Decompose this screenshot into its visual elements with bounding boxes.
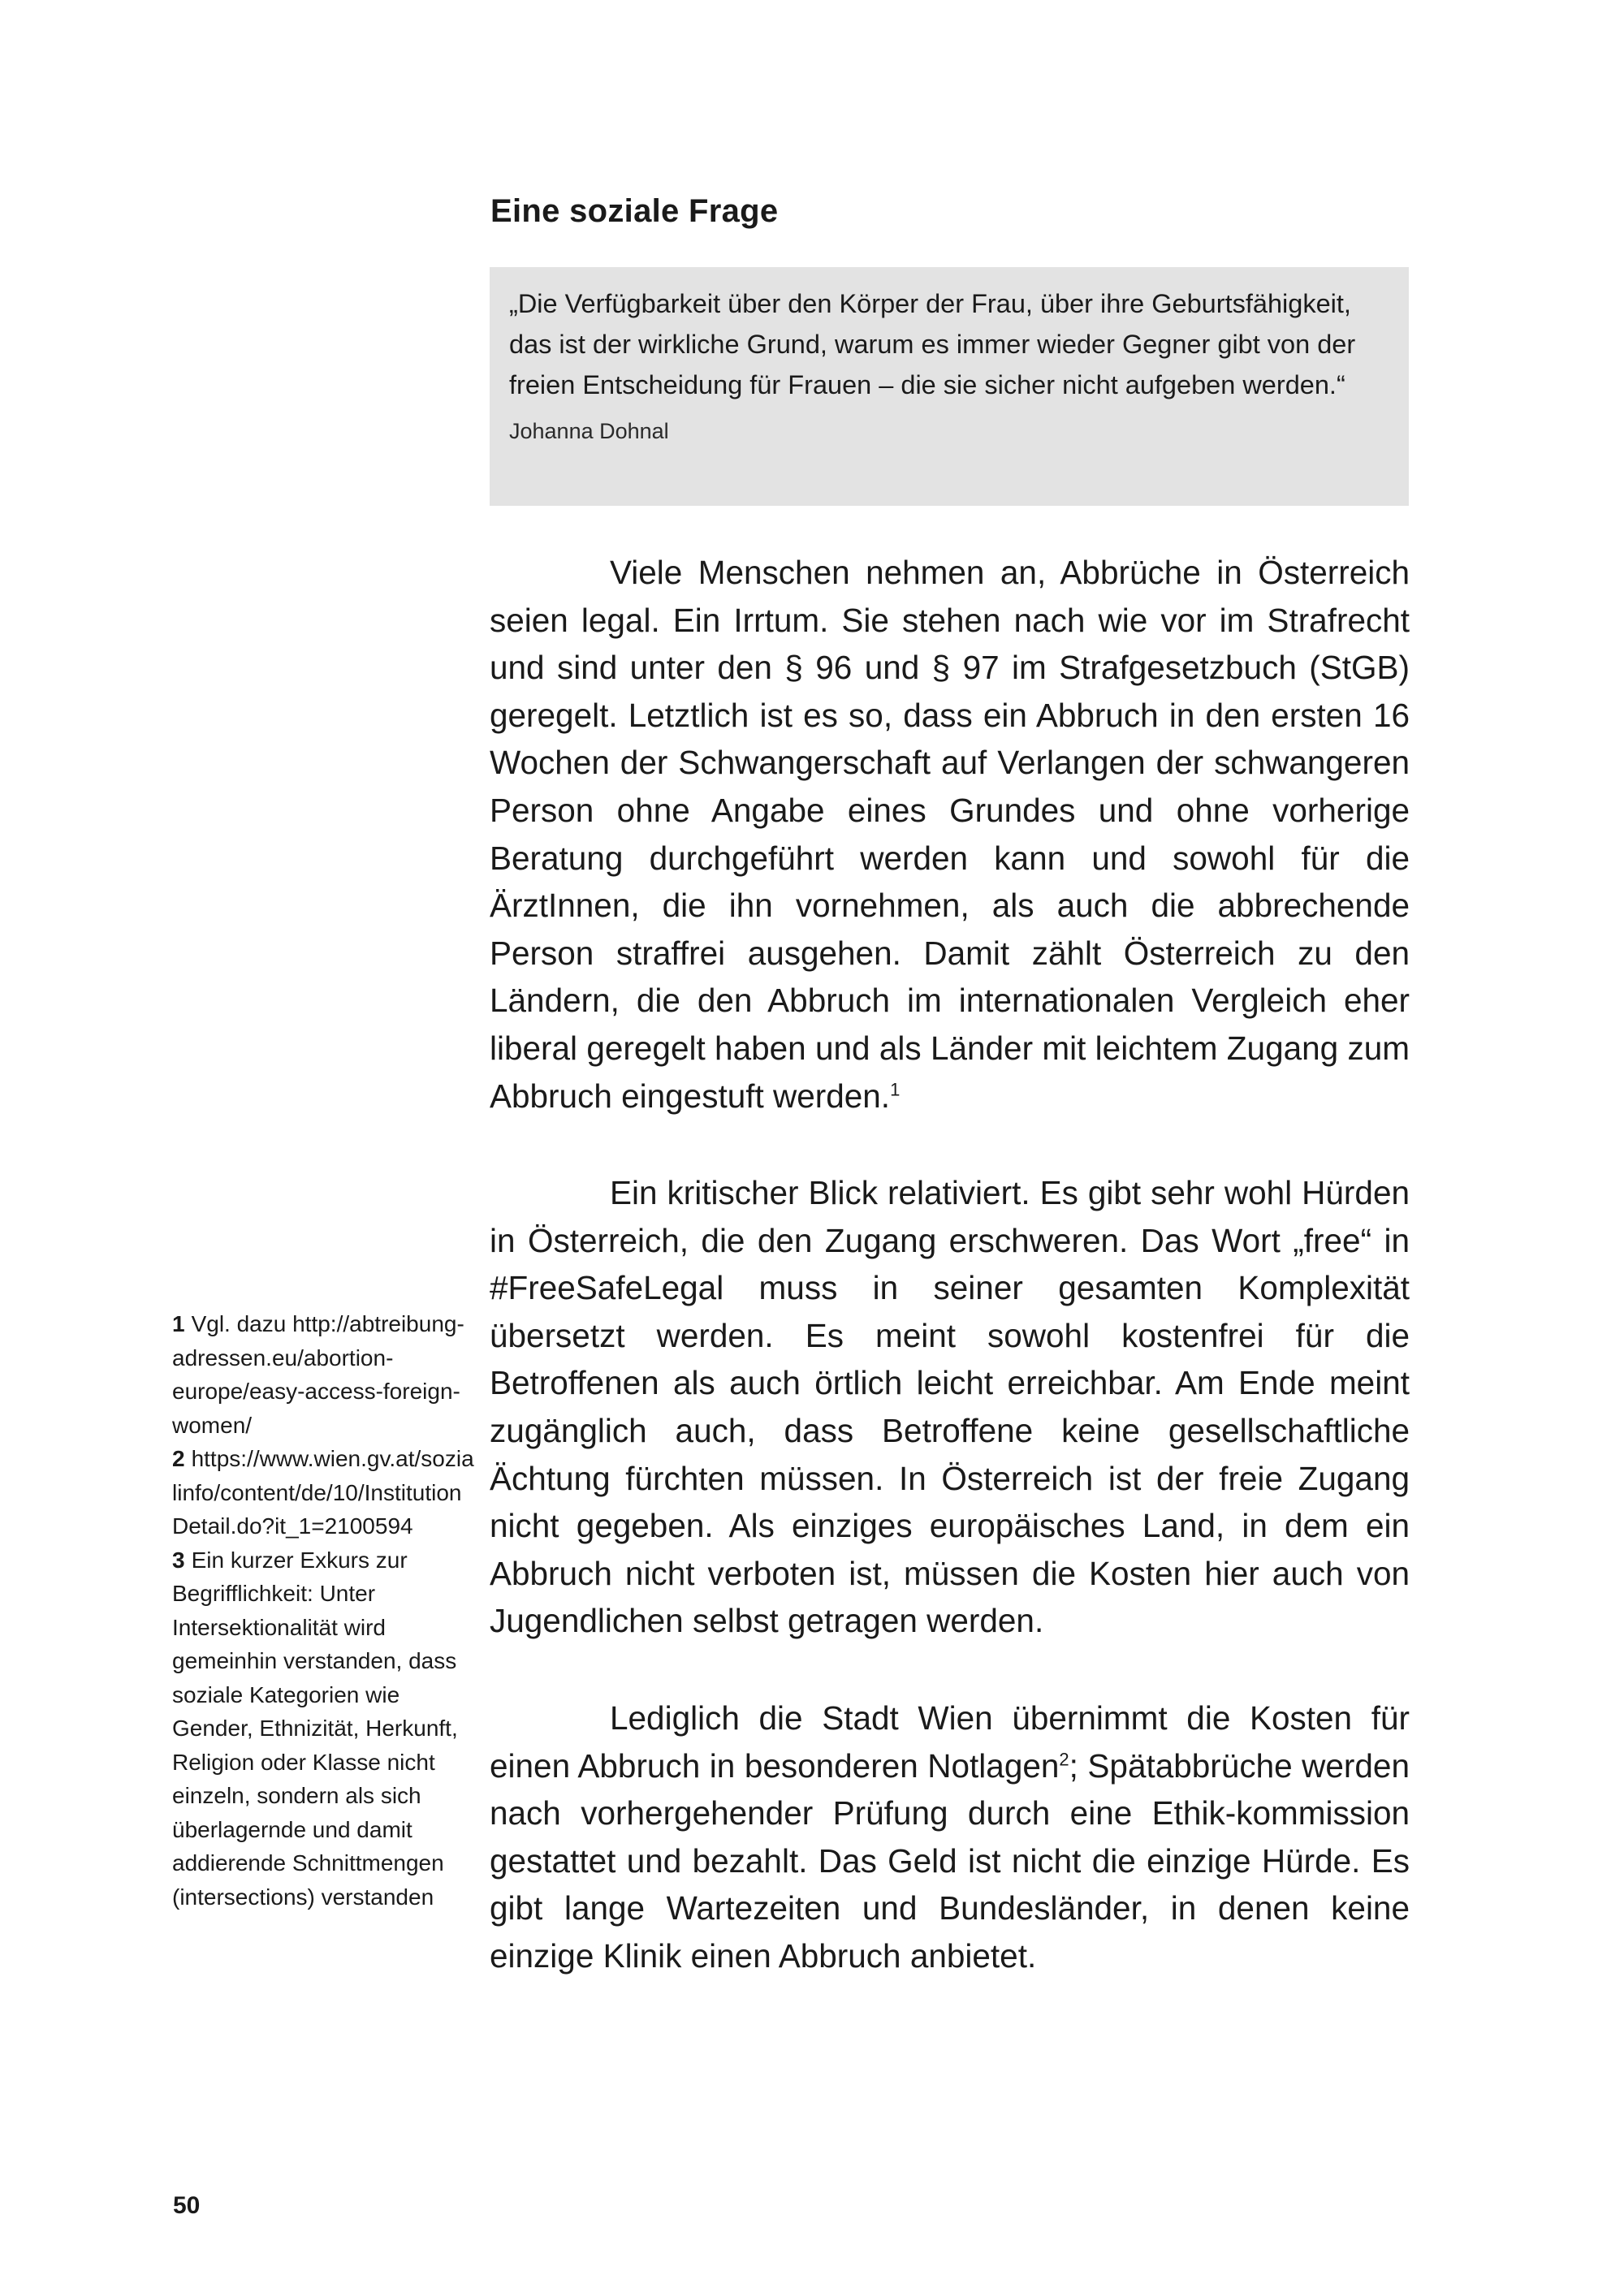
footnote-text: Ein kurzer Exkurs zur Begrifflichkeit: Unter Intersektionalität wird gemeinhin verstanden, dass soziale Kategorien wie Gender, Ethnizität, Herkunft, Religion oder Klasse nicht einzeln, sondern als sich überlagernde und damit addierende Schnittmengen (intersections) verstanden [172, 1547, 458, 1910]
footnote-2 [172, 1442, 474, 1543]
footnotes-column [172, 1307, 474, 1914]
paragraph-text: ; Spätabbrüche werden nach vorhergehender Prüfung durch eine Ethik-kommission gestattet und bezahlt. Das Geld ist nicht die einzige Hürde. Es gibt lange Wartezeiten und Bundesländer, in denen keine einzige Klinik einen Abbruch anbietet. [490, 1746, 1410, 1975]
footnote-3 [172, 1543, 474, 1914]
paragraph-text: Ein kritischer Blick relativiert. Es gibt sehr wohl Hürden in Österreich, die den Zugang erschweren. Das Wort „free“ in #FreeSafeLegal muss in seiner gesamten Komplexität übersetzt werden. Es meint sowohl kostenfrei für die Betroffenen als auch örtlich leicht erreichbar. Am Ende meint zugänglich auch, dass Betroffene keine gesellschaftliche Ächtung fürchten müssen. In Österreich ist der freie Zugang nicht gegeben. Als einziges europäisches Land, in dem ein Abbruch nicht verboten ist, müssen die Kosten hier auch von Jugendlichen selbst getragen werden. [490, 1174, 1410, 1640]
epigraph-quote-text: „Die Verfügbarkeit über den Körper der Frau, über ihre Geburtsfähigkeit, das ist der wirkliche Grund, warum es immer wieder Gegner gibt von der freien Entscheidung für Frauen – die sie sicher nicht aufgeben werden.“ [509, 289, 1356, 399]
footnote-reference: 1 [890, 1079, 901, 1100]
footnote-number: 3 [172, 1547, 185, 1573]
epigraph-quote-box [490, 267, 1409, 506]
footnote-text: https://www.wien.gv.at/sozialinfo/content/de/10/InstitutionDetail.do?it_1=2100594 [172, 1446, 474, 1539]
epigraph-quote-author: Johanna Dohnal [509, 419, 669, 443]
footnote-text: Vgl. dazu http://abtreibung-adressen.eu/abortion-europe/easy-access-foreign-women/ [172, 1311, 464, 1438]
footnote-reference: 2 [1059, 1749, 1069, 1770]
footnote-1 [172, 1307, 474, 1442]
body-paragraph [490, 549, 1410, 1120]
footnote-number: 2 [172, 1446, 185, 1471]
paragraph-text: Lediglich die Stadt Wien übernimmt die Kosten für einen Abbruch in besonderen Notlagen [490, 1699, 1410, 1785]
paragraph-text: Viele Menschen nehmen an, Abbrüche in Österreich seien legal. Ein Irrtum. Sie stehen nach wie vor im Strafrecht und sind unter den § 96 und § 97 im Strafgesetzbuch (StGB) geregelt. Letztlich ist es so, dass ein Abbruch in den ersten 16 Wochen der Schwangerschaft auf Verlangen der schwangeren Person ohne Angabe eines Grundes und ohne vorherige Beratung durchgeführt werden kann und sowohl für die ÄrztInnen, die ihn vornehmen, als auch die abbrechende Person straffrei ausgehen. Damit zählt Österreich zu den Ländern, die den Abbruch im internationalen Vergleich eher liberal geregelt haben und als Länder mit leichtem Zugang zum Abbruch eingestuft werden. [490, 554, 1410, 1115]
body-paragraph [490, 1169, 1410, 1645]
footnote-number: 1 [172, 1311, 185, 1336]
body-paragraph [490, 1694, 1410, 1980]
section-heading: Eine soziale Frage [490, 193, 779, 229]
page-number: 50 [173, 2192, 201, 2219]
